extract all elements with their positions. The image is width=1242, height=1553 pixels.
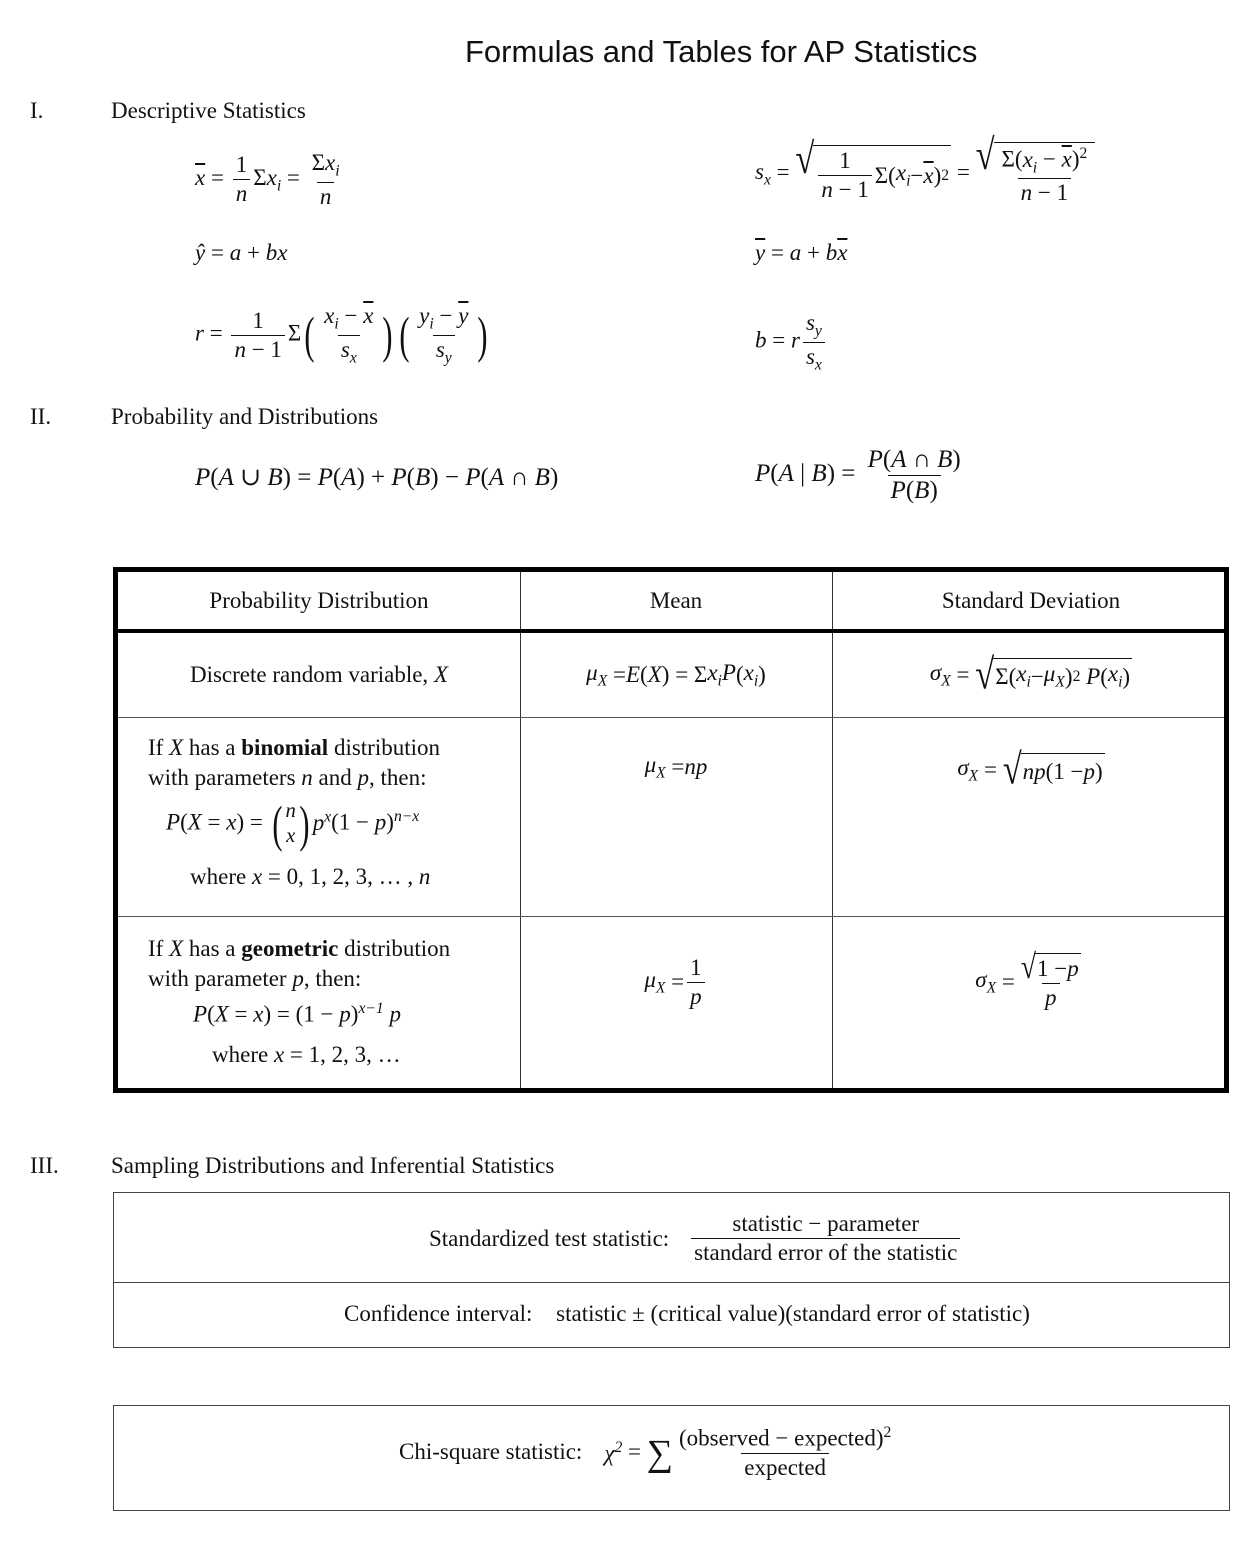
geometric-if: If (148, 936, 164, 961)
inference-box (113, 1192, 1230, 1348)
chi-square-statistic: Chi-square statistic: $\chi^2$ = ∑ $\frac{(observed - expected)^2}{\text{expected}}$ (399, 1424, 892, 1480)
header-distribution: Probability Distribution (209, 587, 429, 613)
test-stat-numerator: statistic − parameter (732, 1211, 920, 1236)
ci-formula: statistic ± (critical value)(standard error of statistic) (556, 1301, 1030, 1326)
discrete-label-var: X (433, 662, 448, 687)
chi-numerator: (observed − expected) (678, 1425, 884, 1451)
discrete-std-dev: $\sigma_X$ = √ Σ( $x_i$ − $\mu_X$ ) 2 P ( $x_i$ ) (929, 650, 1131, 699)
binomial-if: If (148, 735, 164, 760)
std-dev-formula: $s_x$ = √ $\frac{1}{n - 1}$ Σ( $x_i$ − $\overline{x}$ ) 2 = √ $\frac{\Sigma(x_i - \overline{x})^2}{n - 1}$ (755, 142, 1095, 206)
geometric-params-text: with parameter (148, 966, 287, 991)
test-stat-label: Standardized test statistic: (429, 1225, 670, 1251)
regression-mean-formula: $\overline{y} = a + b\overline{x}$ (755, 240, 848, 265)
binomial-where: where (190, 863, 247, 889)
slope-formula: b = r $\frac{s_y}{s_x}$ (755, 310, 828, 374)
geometric-row-label: If X has a geometric distribution with parameter p, then: $P(X = x) = (1 - p)^{x-1}$ p where x = 1, 2, 3, … (148, 936, 451, 1067)
binomial-mean: $\mu_X$ = np (644, 751, 708, 782)
section-1-number: I. (30, 98, 44, 123)
regression-line-formula: ŷ = a + bx (195, 240, 288, 265)
section-1-title: Descriptive Statistics (111, 98, 306, 123)
geometric-then: then: (315, 966, 362, 991)
chi-square-box (113, 1405, 1230, 1511)
section-2-title: Probability and Distributions (111, 404, 379, 429)
test-statistic (429, 1211, 963, 1266)
discrete-mean: $\mu_X$ = E ( X ) = Σ $x_iP$ ( $x_i$ ) (586, 659, 766, 690)
geometric-where: where (212, 1041, 269, 1067)
geometric-distribution-word: distribution (344, 936, 451, 961)
header-std-dev: Standard Deviation (941, 587, 1121, 613)
binomial-and: and (318, 765, 352, 790)
binomial-then: then: (380, 765, 427, 790)
geometric-std-dev: $\sigma_X$ = √ 1 − p p (975, 946, 1079, 1011)
conditional-formula: P(A | B) = $\frac{P(A \cap B)}{P(B)}$ (755, 446, 961, 504)
section-3-number: III. (30, 1153, 59, 1178)
chi-denominator: expected (741, 1453, 829, 1481)
geometric-bold: geometric (241, 936, 339, 961)
binomial-has-a: has a (188, 735, 236, 760)
ci-label: Confidence interval: (344, 1301, 533, 1326)
header-mean: Mean (649, 587, 703, 613)
discrete-label-text: Discrete random variable, (189, 662, 429, 687)
union-formula: P(A ∪ B) = P(A) + P(B) − P(A ∩ B) (195, 464, 559, 491)
binomial-bold: binomial (241, 735, 329, 760)
mean-formula: $\overline{x}$ = $\frac{1}{n}$ $\Sigma x_i$ = $\frac{\Sigma x_i}{n}$ (195, 150, 340, 209)
page-title: Formulas and Tables for AP Statistics (465, 34, 978, 69)
binomial-params-text: with parameters (148, 765, 296, 790)
binomial-distribution-word: distribution (333, 735, 440, 760)
distribution-table (113, 567, 1229, 1093)
chi-label: Chi-square statistic: (399, 1439, 583, 1465)
binomial-std-dev: $\sigma_X$ = √ np (1 − p ) (957, 745, 1103, 794)
test-stat-denominator: standard error of the statistic (691, 1238, 960, 1266)
confidence-interval (344, 1301, 1030, 1327)
binomial-row-label: If X has a binomial distribution with parameters n and p, then: P(X = x) = ( n x ) $p^x(1 - p)^{n-x}$ where x = 0, 1, 2, 3, … , n (148, 735, 440, 889)
section-3-title: Sampling Distributions and Inferential Statistics (111, 1153, 555, 1178)
geometric-mean: $\mu_X$ = $\frac{1}{p}$ (520, 947, 832, 1017)
discrete-row-label (118, 633, 520, 717)
correlation-formula: r = $\frac{1}{n - 1}$ Σ( $\frac{x_i - \overline{x}}{s_x}$ ) ( $\frac{y_i - \overline{y}}{s_y}$ ) (195, 303, 488, 367)
section-2-number: II. (30, 404, 52, 429)
geometric-has-a: has a (188, 936, 236, 961)
